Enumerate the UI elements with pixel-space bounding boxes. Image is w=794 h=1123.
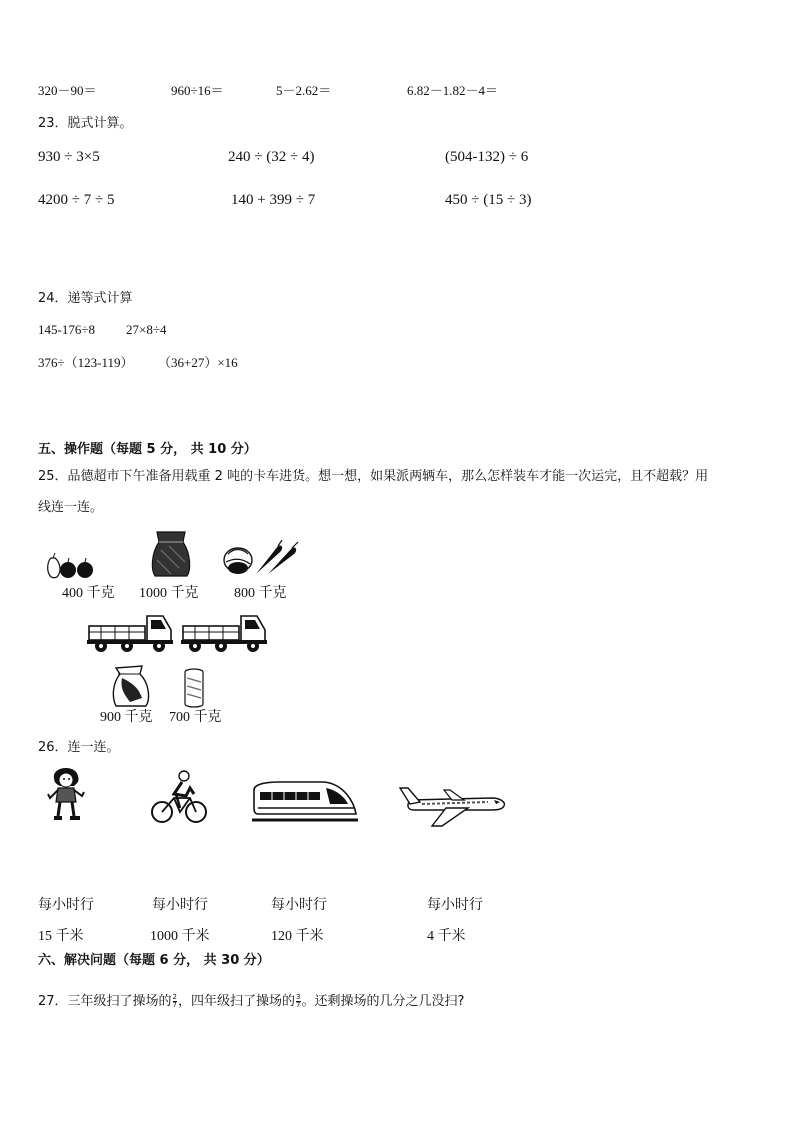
section-5-title: 五、操作题（每题 5 分， 共 10 分）: [38, 442, 257, 457]
question-24-title: 24．递等式计算: [38, 291, 133, 306]
fraction: $\frac{2}{7}$: [172, 993, 178, 1009]
vegetables-icon: [220, 540, 302, 578]
truck-icon: [181, 612, 267, 654]
truck-icon: [87, 612, 173, 654]
question-27-text: 。还剩操场的几分之几没扫?: [301, 994, 465, 1009]
calc-expr: (504-132) ÷ 6: [445, 149, 529, 165]
speed-value: 4 千米: [427, 929, 466, 944]
container-icon: [183, 668, 205, 708]
question-25-line2: 线连一连。: [38, 500, 104, 515]
question-27: [38, 992, 464, 1012]
train-icon: [250, 776, 360, 828]
goods-weight-label: 400 千克: [62, 586, 115, 601]
question-27-text: ，四年级扫了操场的: [178, 994, 296, 1009]
calc-expr: 450 ÷ (15 ÷ 3): [445, 192, 532, 208]
speed-value: 15 千米: [38, 929, 84, 944]
calc-expr: 930 ÷ 3×5: [38, 149, 100, 165]
calc-expr: 6.82－1.82－4＝: [407, 83, 499, 98]
fruit-icon: [45, 548, 95, 580]
calc-expr: （36+27）×16: [158, 355, 238, 370]
question-25-line1: 25．品德超市下午准备用载重 2 吨的卡车进货。想一想，如果派两辆车，那么怎样装车才能一次运完，且不超载？用: [38, 469, 709, 484]
question-26-title: 26．连一连。: [38, 740, 120, 755]
calc-expr: 5－2.62＝: [276, 83, 332, 98]
calc-expr: 27×8÷4: [126, 322, 167, 337]
sack-icon: [110, 664, 152, 708]
goods-weight-label: 1000 千克: [139, 586, 199, 601]
calc-expr: 140 + 399 ÷ 7: [231, 192, 316, 208]
fraction: $\frac{3}{7}$: [296, 993, 301, 1009]
airplane-icon: [396, 784, 508, 828]
speed-value: 120 千米: [271, 929, 324, 944]
speed-label: 每小时行: [427, 897, 483, 913]
calc-expr: 240 ÷ (32 ÷ 4): [228, 149, 315, 165]
sack-icon: [149, 530, 193, 578]
goods-weight-label: 700 千克: [169, 710, 222, 725]
calc-expr: 960÷16＝: [171, 83, 224, 98]
speed-label: 每小时行: [152, 897, 208, 913]
speed-label: 每小时行: [271, 897, 327, 913]
section-6-title: 六、解决问题（每题 6 分， 共 30 分）: [38, 953, 270, 968]
calc-expr: 376÷（123-119）: [38, 355, 134, 370]
cyclist-icon: [150, 768, 210, 828]
speed-label: 每小时行: [38, 897, 94, 913]
question-23-title: 23．脱式计算。: [38, 116, 133, 131]
goods-weight-label: 900 千克: [100, 710, 153, 725]
calc-expr: 4200 ÷ 7 ÷ 5: [38, 192, 115, 208]
calc-expr: 320－90＝: [38, 83, 97, 98]
speed-value: 1000 千米: [150, 929, 210, 944]
goods-weight-label: 800 千克: [234, 586, 287, 601]
child-icon: [46, 764, 88, 824]
calc-expr: 145-176÷8: [38, 322, 95, 337]
question-27-text: 27．三年级扫了操场的: [38, 994, 172, 1009]
